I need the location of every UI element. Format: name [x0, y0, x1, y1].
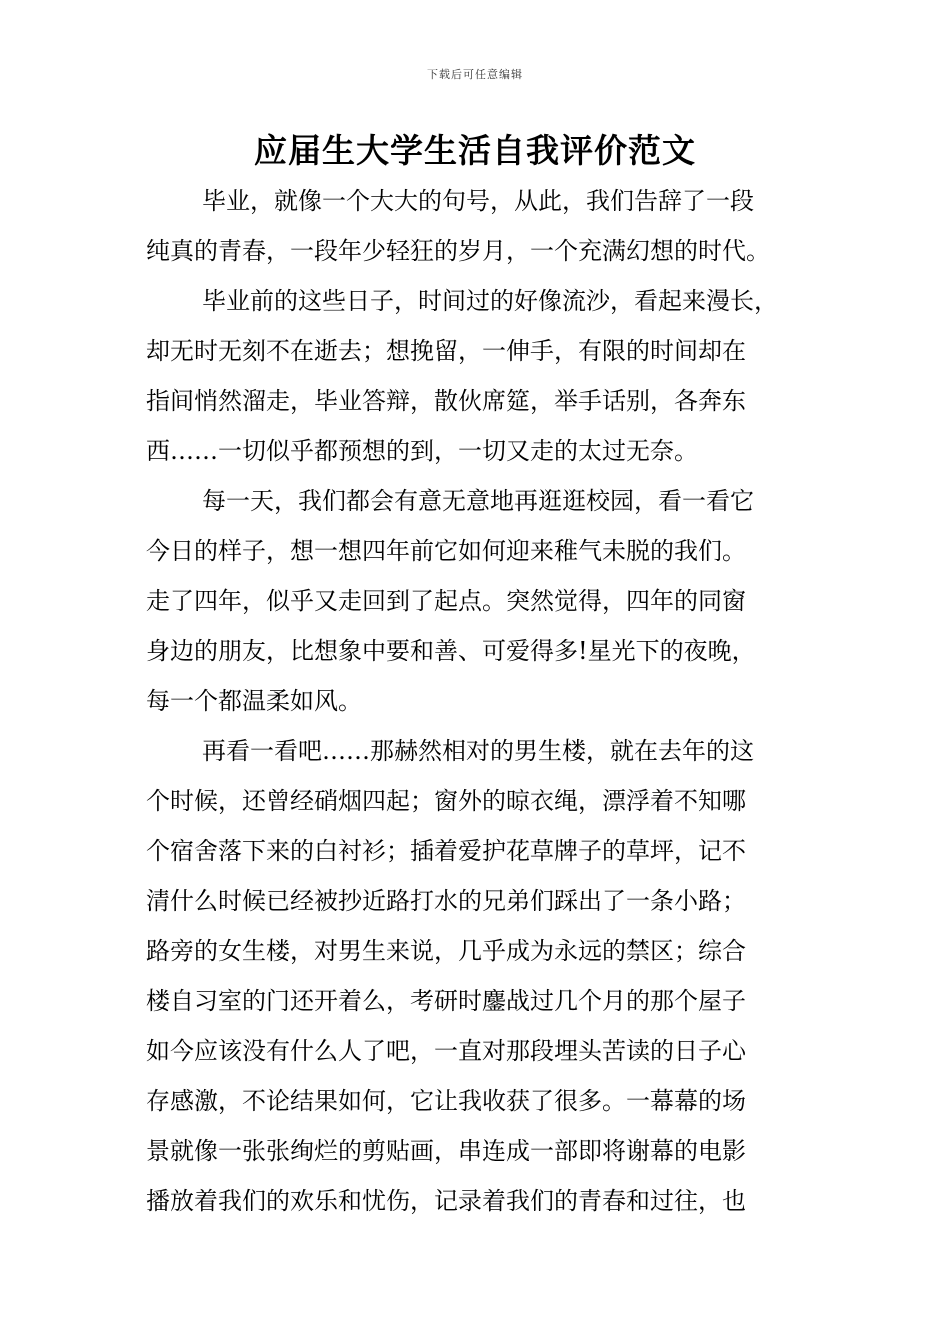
body-line: 路旁的女生楼，对男生来说，几乎成为永远的禁区；综合: [146, 937, 746, 965]
body-line: 每一天，我们都会有意无意地再逛逛校园，看一看它: [202, 487, 754, 515]
body-line: 景就像一张张绚烂的剪贴画，串连成一部即将谢幕的电影: [146, 1137, 746, 1165]
body-line: 个宿舍落下来的白衬衫；插着爱护花草牌子的草坪，记不: [146, 837, 746, 865]
body-line: 毕业，就像一个大大的句号，从此，我们告辞了一段: [202, 187, 754, 215]
body-line: 却无时无刻不在逝去；想挽留，一伸手，有限的时间却在: [146, 337, 746, 365]
body-line: 个时候，还曾经硝烟四起；窗外的晾衣绳，漂浮着不知哪: [146, 787, 746, 815]
body-line: 如今应该没有什么人了吧，一直对那段埋头苦读的日子心: [146, 1037, 746, 1065]
body-line: 身边的朋友，比想象中要和善、可爱得多!星光下的夜晚，: [146, 637, 756, 665]
body-line: 再看一看吧……那赫然相对的男生楼，就在去年的这: [202, 737, 754, 765]
document-body: [146, 176, 806, 1226]
body-line: 指间悄然溜走，毕业答辩，散伙席筵，举手话别，各奔东: [146, 387, 746, 415]
body-line: 清什么时候已经被抄近路打水的兄弟们踩出了一条小路；: [146, 887, 746, 915]
header-note: 下载后可任意编辑: [427, 68, 523, 81]
document-title: 应届生大学生活自我评价范文: [254, 131, 696, 170]
body-line: 今日的样子，想一想四年前它如何迎来稚气未脱的我们。: [146, 537, 746, 565]
body-line: 楼自习室的门还开着么，考研时鏖战过几个月的那个屋子: [146, 987, 746, 1015]
body-line: 每一个都温柔如风。: [146, 687, 362, 715]
body-line: 毕业前的这些日子，时间过的好像流沙，看起来漫长，: [202, 287, 778, 315]
body-line: 走了四年，似乎又走回到了起点。突然觉得，四年的同窗: [146, 587, 746, 615]
body-line: 存感激，不论结果如何，它让我收获了很多。一幕幕的场: [146, 1087, 746, 1115]
body-line: 纯真的青春，一段年少轻狂的岁月，一个充满幻想的时代。: [146, 237, 770, 265]
body-line: 播放着我们的欢乐和忧伤，记录着我们的青春和过往，也: [146, 1187, 746, 1215]
body-line: 西……一切似乎都预想的到，一切又走的太过无奈。: [146, 437, 698, 465]
